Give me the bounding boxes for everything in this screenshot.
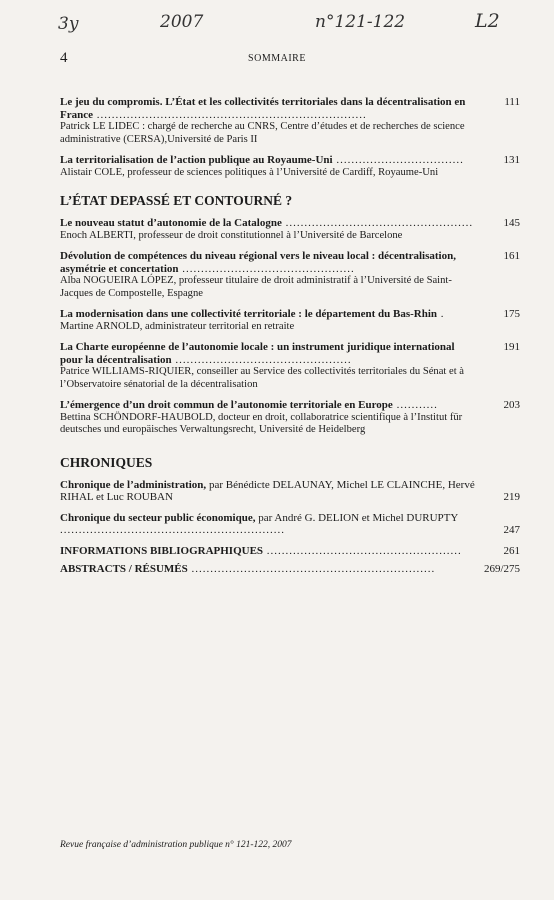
entry-author: Martine ARNOLD, administrateur territorial en retraite [60,320,295,332]
entry-title: La Charte européenne de l’autonomie locale : un instrument juridique international pour la décentralisation [60,341,455,366]
entry-page: 219 [503,491,520,503]
handwritten-notes [0,6,554,46]
entry-title: Chronique de l’administration, [60,478,207,491]
page-number: 4 [60,50,68,66]
entry-page: 191 [503,341,520,353]
entry-page: 145 [503,217,520,229]
entry-page: 269/275 [483,562,520,575]
entry-title: Le jeu du compromis. L’État et les collectivités territoriales dans la décentralisation en France [60,96,466,121]
entry-author: Alistair COLE, professeur de sciences politiques à l’Université de Cardiff, Royaume-Uni [60,166,439,178]
entry-title: Dévolution de compétences du niveau régional vers le niveau local : décentralisation, asymétrie et concertation [60,250,456,275]
entry-author: Patrick LE LIDEC : chargé de recherche au CNRS, Centre d’études et de recherches de science administrative (CERSA),Université de Paris II [60,121,465,145]
toc-entry[interactable]: Le nouveau statut d’autonomie de la Catalogne .................................................. 145 Enoch ALBERTI, professeur de droit constitutionnel à l’Université de Barcelone [60,217,520,241]
entry-page: 203 [503,399,520,411]
toc-entry[interactable]: L’émergence d’un droit commun de l’autonomie territoriale en Europe ........... 203 Bettina SCHÖNDORF-HAUBOLD, docteur en droit, collaboratrice scientifique à l’Institut für deutsches und europäisches Verwaltungsrecht, Université de Heidelberg [60,399,520,435]
toc-entry[interactable]: Le jeu du compromis. L’État et les collectivités territoriales dans la décentralisation en France ........................................................................ 111 Patrick LE LIDEC : chargé de recherche au CNRS, Centre d’études et de recherches de science administrative (CERSA),Université de Paris II [60,96,520,145]
toc-section [60,193,520,437]
entry-title: ABSTRACTS / RÉSUMÉS [60,562,188,575]
entry-author: Alba NOGUEIRA LÓPEZ, professeur titulaire de droit administratif à l’Université de Saint-Jacques de Compostelle, Espagne [60,275,452,299]
entry-title: INFORMATIONS BIBLIOGRAPHIQUES [60,544,264,557]
toc-entry[interactable]: La territorialisation de l’action publique au Royaume-Uni .................................. 131 Alistair COLE, professeur de sciences politiques à l’Université de Cardiff, Royaume-Uni [60,154,520,178]
entry-page: 111 [504,96,520,108]
handwritten-note: 3y [58,14,79,34]
entry-title: L’émergence d’un droit commun de l’autonomie territoriale en Europe [60,399,393,411]
handwritten-note: L2 [475,10,500,32]
running-head: SOMMAIRE [248,53,306,64]
toc-entry[interactable] [60,479,520,504]
toc-entry[interactable]: Dévolution de compétences du niveau régional vers le niveau local : décentralisation, asymétrie et concertation .............................................. 161 Alba NOGUEIRA LÓPEZ, professeur titulaire de droit administratif à l’Université de Saint-Jacques de Compostelle, Espagne [60,250,520,299]
entry-title: La territorialisation de l’action publique au Royaume-Uni [60,154,333,166]
entry-title: Chronique du secteur public économique, [60,511,256,524]
entry-page: 131 [503,154,520,166]
entry-title: Le nouveau statut d’autonomie de la Catalogne [60,217,282,229]
toc-section-chroniques [60,455,520,575]
toc-section [60,96,520,179]
footer-journal: Revue française d’administration publique n° 121-122, 2007 [60,840,292,850]
table-of-contents [60,96,520,581]
entry-page: 175 [503,308,520,320]
section-title: CHRONIQUES [60,454,153,470]
toc-entry-informations[interactable]: INFORMATIONS BIBLIOGRAPHIQUES .................................................... 261 [60,544,520,557]
toc-entry-abstracts[interactable]: ABSTRACTS / RÉSUMÉS ................................................................. 269/275 [60,562,520,575]
entry-author: Enoch ALBERTI, professeur de droit constitutionnel à l’Université de Barcelone [60,229,403,241]
entry-author: Patrice WILLIAMS-RIQUIER, conseiller au Service des collectivités territoriales du Sénat et à l’Observatoire sénatorial de la décentralisation [60,366,465,390]
entry-page: 161 [503,250,520,262]
entry-author: par André G. DELION et Michel DURUPTY [258,511,459,524]
entry-author: par Bénédicte DELAUNAY, Michel LE CLAINCHE, Hervé RIHAL et Luc ROUBAN [60,478,475,503]
toc-entry[interactable]: La Charte européenne de l’autonomie locale : un instrument juridique international pour la décentralisation ............................................... 191 Patrice WILLIAMS-RIQUIER, conseiller au Service des collectivités territoriales du Sénat et à l’Observatoire sénatorial de la décentralisation [60,341,520,390]
entry-page: 261 [503,544,520,557]
entry-page: 247 [503,524,520,536]
handwritten-note: n°121-122 [315,12,406,32]
handwritten-note: 2007 [160,12,204,32]
toc-entry[interactable]: La modernisation dans une collectivité territoriale : le département du Bas-Rhin . 175 Martine ARNOLD, administrateur territorial en retraite [60,308,520,332]
section-title: L’ÉTAT DEPASSÉ ET CONTOURNÉ ? [60,193,293,208]
entry-author: Bettina SCHÖNDORF-HAUBOLD, docteur en droit, collaboratrice scientifique à l’Institut für deutsches und europäisches Verwaltungsrecht, Université de Heidelberg [60,411,463,435]
entry-title: La modernisation dans une collectivité territoriale : le département du Bas-Rhin [60,308,438,320]
toc-entry[interactable]: Chronique du secteur public économique, par André G. DELION et Michel DURUPTY ............................................................ 247 [60,511,520,536]
